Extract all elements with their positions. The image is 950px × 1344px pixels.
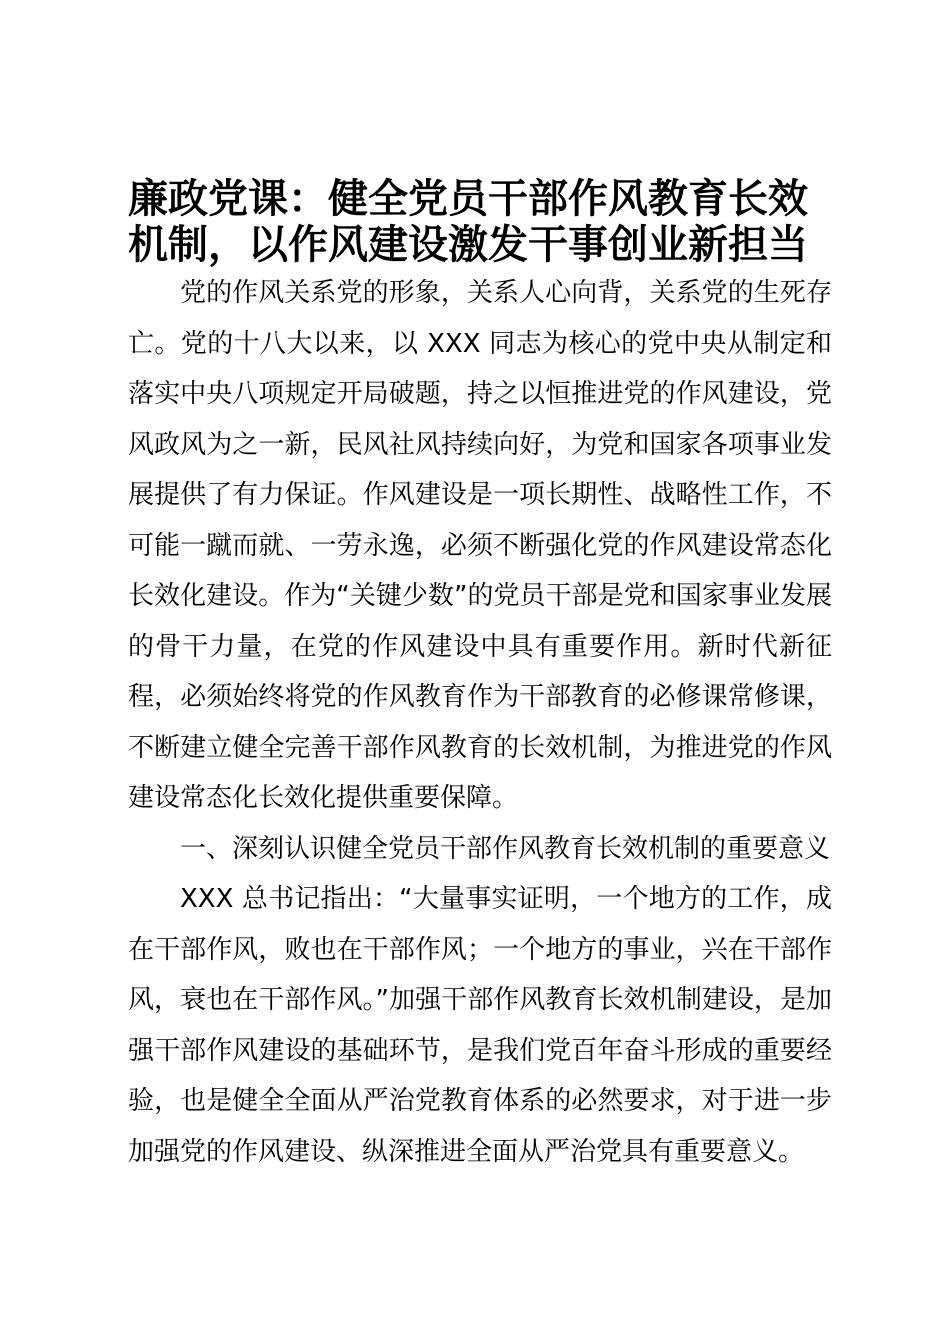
intro-paragraph: 党的作风关系党的形象，关系人心向背，关系党的生死存亡。党的十八大以来，以 XXX 同志为核心的党中央从制定和落实中央八项规定开局破题，持之以恒推进党的作风建设，党风政风为之一新，民风社风持续向好，为党和国家各项事业发展提供了有力保证。作风建设是一项长期性、战略性工作，不可能一蹴而就、一劳永逸，必须不断强化党的作风建设常态化长效化建设。作为“关键少数”的党员干部是党和国家事业发展的骨干力量，在党的作风建设中具有重要作用。新时代新征程，必须始终将党的作风教育作为干部教育的必修课常修课，不断建立健全完善干部作风教育的长效机制，为推进党的作风建设常态化长效化提供重要保障。: [128, 278, 832, 813]
title-line-1: 廉政党课：健全党员干部作风教育长效: [128, 176, 808, 222]
section-1-heading: 一、深刻认识健全党员干部作风教育长效机制的重要意义: [180, 833, 831, 864]
title-line-2: 机制，以作风建设激发干事创业新担当: [128, 222, 808, 268]
document-body: [128, 176, 832, 1177]
document-title: [128, 176, 832, 268]
section-1-paragraph: XXX 总书记指出：“大量事实证明，一个地方的工作，成在干部作风，败也在干部作风；一个地方的事业，兴在干部作风，衰也在干部作风。”加强干部作风教育长效机制建设，是加强干部作风建设的基础环节，是我们党百年奋斗形成的重要经验，也是健全全面从严治党教育体系的必然要求，对于进一步加强党的作风建设、纵深推进全面从严治党具有重要意义。: [128, 884, 832, 1167]
